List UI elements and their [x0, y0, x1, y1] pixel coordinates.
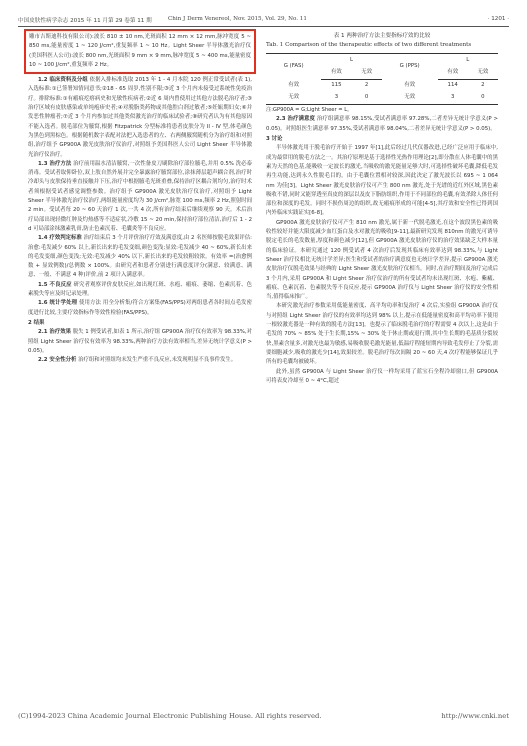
section-1-5 [28, 281, 252, 300]
discussion-paragraph: 此外,虽然 GP900A 与 Light Sheer 治疗仪一样均采用了蓝宝石全程冷却窗口,但 GP900A 可将表皮冷却至 0 ~ 4°C,超过 [266, 368, 498, 384]
discussion-paragraph: GP900A 激光皮肤治疗仪可产生 810 nm 激光,属于新一代脱毛激光,在这个波段黑色素的吸收性较好并能大限度减少血红蛋白及水对激光的吸收[9-11],最新研究发现 810nm 的激光可诱导脱定毛长的毛发数量,厚度和颜色减少[12],但 GP900A 激光皮肤治疗仪的治疗效果缺乏大样本量的临床验证。本研究通过 120 例受试者 4 次治疗后发现其临床有效率达到 98.33%,与 Light Sheer 治疗仪相比无统计学差异;医生和受试者的治疗满意度也无统计学差异,提示 GP900A 激光皮肤治疗仪脱毛效果与经典的 Light Sheer 激光皮肤治疗仪相当。同时,在治疗期间及治疗完成后 3 个月内,采用 GP900A 和 Light Sheer 治疗仪治疗的所有受试者均未出现红斑、水疱、紫癜、瘢痕、色素沉着、色素脱失等不良反应,提示 GP900A 治疗仪与 Light Sheer 治疗仪的安全性相当,值得临床推广。 [266, 219, 498, 301]
section-body: 治疗前用温水清洁腋窝,一次性备皮刀刷除治疗部位腋毛,并用 0.5% 洗必泰消毒。受试者取仰卧位,双上肢自然外展并完全暴露治疗腋窝部位,涂抹薄层超声耦合剂,治疗时冷却头与皮肤保持垂直接触并下压,治疗中根据腋毛光斑重叠,保持治疗区耦合剂均匀,治疗时术者须根据受试者感觉调整参数。治疗组予 GP900A 激光皮肤治疗仪治疗,对照组予 Light Sheer 半导体激光治疗仪治疗,两组能量密度均为 30 J/cm²,脉宽 100 ms,频率 2 Hz,照射时间 2 min。受试者每 20 ~ 60 天治疗 1 次,一共 4 次,所有治疗结束后继续观察 90 天。术后治疗局部出现轻微红肿及灼热感等不适症状,冷敷 15 ~ 20 min,保持治疗部位清洁,治疗后 1 - 2 d 可局部涂抹激素乳膏,防止色素沉着、毛囊炎等不良反应。 [28, 160, 252, 232]
section-1-3 [28, 160, 252, 234]
table-title-en: Tab. 1 Comparison of the therapeutic effects of two different treatments [266, 42, 472, 48]
table-note: 注:GP900A = G;Light Sheer = L。 [266, 107, 353, 114]
section-body: 依据入排标准选取 2013 年 1 - 4 月本院 120 例正常受试者(表 1),入选标准:①已签署知情同意书;②18 - 65 周岁,性别不限;③近 3 个月内未接受过系统性免疫治疗。排除标准:①有瘢痕疙瘩病史和光敏性疾病者;②近 6 周内曾使用过其他方法脱毛治疗者;③治疗区域有皮肤感染或单纯疱疹史者;④对脱脂类药物或其他腔白剂过敏者;⑤妊娠期妇女;⑥并发恶性肿瘤者;⑦近 3 个月内参加过其他类似激光治疗的临床试验者;⑧研究者认为有其他原因不能入选者。脱毛部位为腋窝,根据 Fitzpatrick 分型标准将患者皮肤分为 II - IV 型,体毛颜色为黑色到黑棕色。根据随机数字表配对法把入选患者的左、右两侧腋窝随机分为治疗组和对照组,治疗组予 GP900A 激光皮肤治疗仪治疗,对照组予美国科医人公司 Light Sheer 半导体激光治疗仪治疗。 [28, 77, 252, 158]
comparison-table [266, 53, 498, 105]
table-header-cell: G (PPS) [382, 54, 438, 80]
cnki-link[interactable]: http://www.cnki.net [441, 712, 509, 720]
discussion-paragraph: 本研究激光治疗参数采用低能量密度、高平均功率和复治疗 4 次后,实验组 GP900A 治疗仪与对照组 Light Sheer 治疗仪的有效率均达到 98% 以上,提示在低能量密度和高平均功率下使用一根较激光器是一种有效的脱毛方法[13]。也提示了临床脱毛治疗的疗程需要 4 次以上,这是由于毛发的 70% ~ 85% 处于生长期,15% ~ 30% 处于休止期或退行期,其中生长期的毛基质分裂较快,黑素含量多,对激光也最为敏感,易吸收脱毛激光能量,低温疗程能短期内导致毛发停止了分裂,需要细胞减少,吸收的激光少[14],效果较差。脱毛治疗每次间隔 20 ~ 60 天,4 次疗程能够保证几乎所有的毛囊均被破坏。 [266, 303, 498, 366]
section-body: 脱失 1 例受试者,如表 1 所示,治疗组 GP900A 治疗仪有效率为 98.33%,对照组 Light Sheer 治疗仪有效率为 98.33%,两种治疗方法有效率相当,差异无统计学意义(P > 0.05)。 [28, 329, 252, 354]
section-body: 使用方法 用全分析集/符合方案集(FAS/PPS)对两组患者各时间点毛发密度进行比较,主要疗效指标作等效性检验(FAS/PPS)。 [28, 300, 252, 316]
section-2-title: 2 结果 [28, 319, 45, 326]
section-1-4 [28, 234, 252, 280]
page-number: · 1201 · [487, 16, 509, 22]
table-row [266, 92, 498, 105]
device-parameters-text: 雕市吉斯迪科技有限公司):波长 810 ± 10 nm,光斑面积 12 mm × 12 mm,脉冲宽度 5 ~ 850 ms,能量密度 1 ~ 120 J/cm²,重复频率 1 ~ 10 Hz。Light Sheer 半导体激光治疗仪(美国科医人公司):波长 800 nm,光斑面积 9 mm × 9 mm,脉冲宽度 5 ~ 400 ms,能量密度 10 ~ 100 J/cm²,重复频率 2 Hz。 [29, 34, 251, 68]
section-body: 治疗结束后 3 个月评价治疗疗效及满意度,由 2 名医师按脱毛效果评估:治愈:毛发减少 60% 以上,新长出来的毛发变细,颜色变浅;显效:毛发减少 40 ~ 60%,新长出来的毛发变细,颜色变浅;无效:毛发减少 40% 以下,新长出来的毛发较粗较浓。有效率 =(治愈例数 + 显效例数)/总例数 × 100%。由研究者和患者分别进行满意度评分(满意、较满意、满意、一般、不满意 4 种)评价,前 2 项计入满意率。 [28, 235, 252, 279]
table-header-cell: G (FAS) [266, 54, 321, 80]
table-caption [266, 32, 498, 50]
table-cell: 2 [481, 82, 485, 89]
table-cell: 115 [331, 82, 342, 89]
section-title: 2.2 安全性分析 [38, 357, 77, 364]
table-cell: 3 [321, 92, 351, 105]
table-header-cell: 无效 [468, 66, 498, 79]
table-header-cell: 有效 [321, 66, 351, 79]
section-1-2 [28, 76, 252, 160]
section-title: 1.4 疗效判定标准 [38, 235, 82, 242]
section-body: 治疗组满意率 98.15%,受试者满意率 97.28%,二者差异无统计学意义(P > 0.05)。对照组医生满意率 97.35%,受试者满意率 98.04%,二者差异无统计学意义(P > 0.05)。 [266, 116, 498, 132]
section-title: 1.6 统计学处理 [38, 300, 78, 307]
table-cell: 114 [447, 82, 458, 89]
section-1-6 [28, 299, 252, 318]
section-title: 2.3 治疗满意度 [276, 116, 316, 123]
copyright-text: (C)1994-2023 China Academic Journal Electronic Publishing House. All rights reserved. [18, 712, 322, 720]
section-2-3 [266, 115, 498, 134]
table-header-row [266, 54, 498, 67]
table-header-cell: 有效 [438, 66, 468, 79]
table-cell: 无效 [266, 92, 321, 105]
section-title: 1.3 治疗方法 [38, 160, 72, 167]
table-cell: 2 [364, 82, 369, 89]
table-row [266, 79, 498, 92]
table-cell: 0 [468, 92, 498, 105]
section-body: 治疗组和对照组均未发生严重不良反应,未发现明显不良事件发生。 [78, 357, 237, 364]
section-2-2 [28, 356, 252, 365]
table-cell: 0 [352, 92, 382, 105]
journal-title-zh: 中国皮肤性病学杂志 2015 年 11 月第 29 卷第 11 期 [18, 18, 152, 24]
section-3-title: 3 讨论 [266, 136, 283, 143]
journal-title-en: Chin J Derm Venereol, Nov. 2015, Vol. 29, No. 11 [168, 16, 307, 22]
page-footer [18, 712, 509, 720]
highlighted-passage [24, 29, 256, 74]
section-title: 1.5 不良反应 [38, 281, 72, 288]
table-title-zh: 表 1 两种治疗方法主要指标疗效的比较 [333, 33, 431, 39]
section-title: 2.1 治疗效果 [38, 329, 72, 336]
section-2-1 [28, 328, 252, 356]
table-cell: 有效 [288, 81, 300, 88]
table-cell: 3 [438, 92, 468, 105]
table-header-cell: L [321, 54, 381, 67]
table-cell: 有效 [404, 81, 416, 88]
table-header-cell: L [438, 54, 498, 67]
page-header [18, 16, 509, 27]
discussion-paragraph: 半导体激光用于脱毛治疗开始于 1997 年[1],此后经过几代仪器改进,已经广泛应用于临床中,成为最常用的脱毛方法之一。其治疗原理是基于选择性光热作用理论[2],即分散在人体毛囊中的黑素为天然的色基,能吸收一定波长的激光,当吸收的激光能量足够大时,可选择性破坏毛囊,降低毛发再生功能,达到永久性脱毛目的。由于毛囊位置相对较深,因此决定了激光波长以 695 ~ 1 064 nm 为佳[3]。Light Sheer 激光皮肤治疗仪可产生 800 nm 激光,处于光谱的近红外区域,黑色素吸收不错,同时又能穿透至真皮的深层以及皮下脂肪组织,作用于不同部位的毛囊,有效杀除人体任何部位和深度的毛发。同时不损伤周边的组织,故无瘢痕形成的可能[4-5],其疗效和安全性已得到国内外临床实践证实[6-8]。 [266, 145, 498, 217]
table-header-cell: 无效 [352, 66, 382, 79]
left-column [28, 32, 252, 365]
right-column [266, 32, 498, 386]
section-title: 1.2 临床资料及分组 [38, 77, 88, 84]
table-cell: 无效 [382, 92, 438, 105]
section-body: 研究者观察评价皮肤反应,如出现红斑、水疱、瘢痕、萎缩、色素沉着、色素脱失等应及时记录处理。 [28, 281, 252, 298]
